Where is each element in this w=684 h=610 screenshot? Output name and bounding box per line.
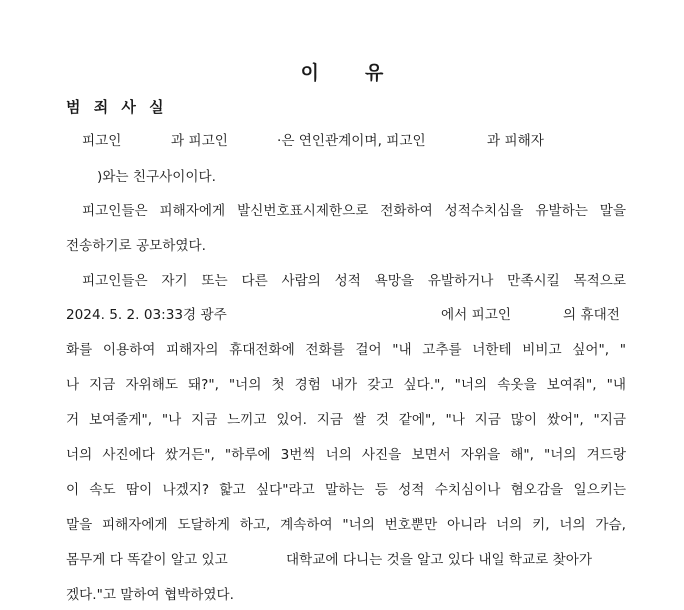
para3-line4: 나 지금 자위해도 돼?", "너의 첫 경험 내가 갖고 싶다.", "너의 속옷을 보여줘", "내 xyxy=(66,377,626,393)
para1-seg1: 피고인 xyxy=(82,133,122,149)
para2-line2: 전송하기로 공모하였다. xyxy=(66,238,206,254)
para1-seg2: 과 피고인 xyxy=(171,133,228,149)
para3-line8: 말을 피해자에게 도달하게 하고, 계속하여 "너의 번호뿐만 아니라 너의 키, 너의 가슴, xyxy=(66,517,626,533)
para2-line1: 피고인들은 피해자에게 발신번호표시제한으로 전화하여 성적수치심을 유발하는 말을 xyxy=(82,203,626,219)
para3-line9-b: 대학교에 다니는 것을 알고 있다 내일 학교로 찾아가 xyxy=(286,552,593,568)
para3-line3: 화를 이용하여 피해자의 휴대전화에 전화를 걸어 "내 고추를 너한테 비비고 싶어", " xyxy=(66,342,626,358)
document-title xyxy=(0,58,684,85)
para1-seg5: )와는 친구사이이다. xyxy=(97,169,216,185)
para3-line2-a: 2024. 5. 2. 03:33경 광주 xyxy=(66,307,227,323)
para3-line1: 피고인들은 자기 또는 다른 사람의 성적 욕망을 유발하거나 만족시킬 목적으로 xyxy=(82,273,626,289)
para3-line9-a: 몸무게 다 똑같이 알고 있고 xyxy=(66,552,228,568)
para3-line7: 이 속도 땀이 나겠지? 핥고 싶다"라고 말하는 등 성적 수치심이나 혐오감을 일으키는 xyxy=(66,482,626,498)
para1-seg3: ·은 연인관계이며, 피고인 xyxy=(277,133,426,149)
para1-seg4: 과 피해자 xyxy=(487,133,544,149)
para3-line2-c: 의 휴대전 xyxy=(563,307,620,323)
para3-line6: 너의 사진에다 쌌거든", "하루에 3번씩 너의 사진을 보면서 자위을 해", "너의 겨드랑 xyxy=(66,447,626,463)
section-heading: 범 죄 사 실 xyxy=(66,98,168,116)
para3-line5: 거 보여줄게", "나 지금 느끼고 있어. 지금 쌀 것 같에", "나 지금 많이 쌌어", "지금 xyxy=(66,412,626,428)
para3-line10: 겠다."고 말하여 협박하였다. xyxy=(66,587,234,603)
title-char-right: 유 xyxy=(365,62,384,84)
para3-line2-b: 에서 피고인 xyxy=(441,307,511,323)
title-char-left: 이 xyxy=(300,62,319,84)
